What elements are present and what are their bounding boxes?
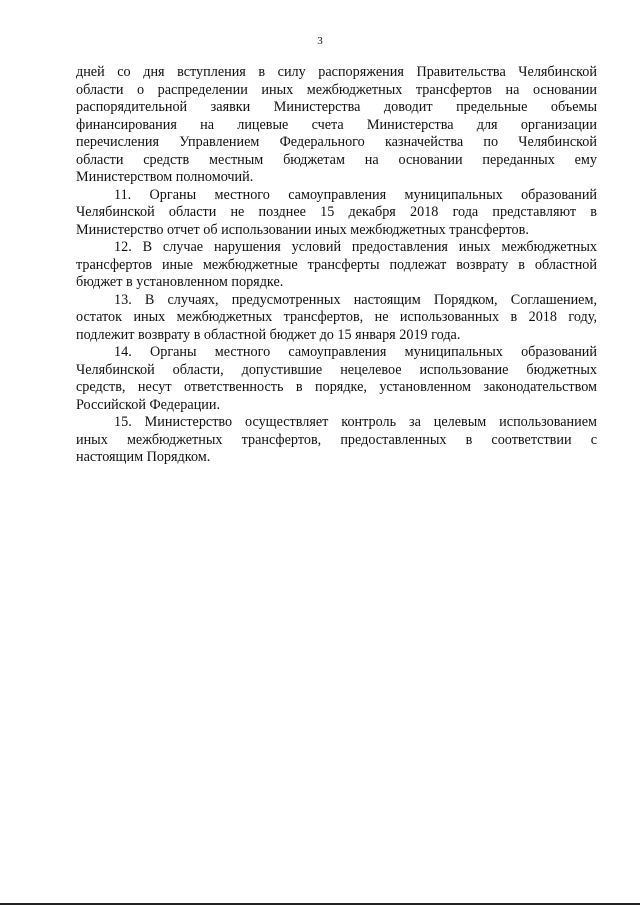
paragraph-13-line: остаток иных межбюджетных трансфертов, не использованных в 2018 году, [76,309,597,325]
paragraph-1-line: области средств местным бюджетам на основании переданных ему [76,151,597,168]
paragraph-13-line: подлежит возврату в областной бюджет до 15 января 2019 года. [76,326,461,343]
paragraph-1-line: области о распределении иных межбюджетных трансфертов на основании [76,81,597,98]
paragraph-14-line: Российской Федерации. [76,396,221,413]
paragraph-1-line: дней со дня вступления в силу распоряжения Правительства Челябинской [76,64,597,80]
paragraph-15-line: 15. Министерство осуществляет контроль за целевым использованием [114,414,597,430]
paragraph-12-line: трансфертов иные межбюджетные трансферты подлежат возврату в областной [76,256,597,273]
paragraph-15-line: иных межбюджетных трансфертов, предоставленных в соответствии с [76,431,597,448]
paragraph-11-line: 11. Органы местного самоуправления муниципальных образований [114,186,597,203]
paragraph-13-line: 13. В случаях, предусмотренных настоящим Порядком, Соглашением, [114,291,597,308]
paragraph-12-line: бюджет в установленном порядке. [76,274,284,290]
paragraph-1-line: финансирования на лицевые счета Министерства для организации [76,116,597,133]
paragraph-1-line: распорядительной заявки Министерства доводит предельные объемы [76,99,597,115]
page-number: 3 [317,35,323,47]
paragraph-14-line: 14. Органы местного самоуправления муниципальных образований [114,344,597,360]
paragraph-1-line: Министерством полномочий. [76,169,254,185]
paragraph-1-line: перечисления Управлением Федерального казначейства по Челябинской [76,134,597,150]
paragraph-14-line: Челябинской области, допустившие нецелевое использование бюджетных [76,361,597,378]
document-body [76,64,597,467]
paragraph-12-line: 12. В случае нарушения условий предоставления иных межбюджетных [114,239,597,255]
paragraph-11-line: Челябинской области не позднее 15 декабря 2018 года представляют в [76,204,597,220]
paragraph-14-line: средств, несут ответственность в порядке, установленном законодательством [76,379,597,395]
paragraph-15-line: настоящим Порядком. [76,449,211,465]
paragraph-11-line: Министерство отчет об использовании иных межбюджетных трансфертов. [76,221,529,238]
